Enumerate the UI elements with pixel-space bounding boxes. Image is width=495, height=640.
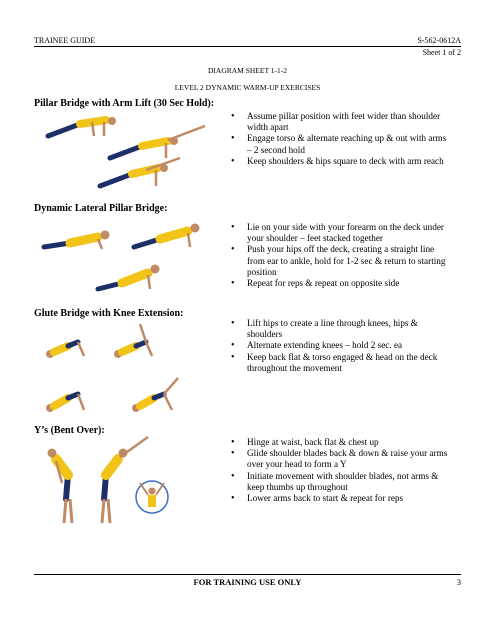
bullet: • Repeat for reps & repeat on opposite side <box>228 278 453 289</box>
page-number: 3 <box>456 577 461 587</box>
figure <box>48 449 73 524</box>
glute-bridge-illustration <box>44 320 194 420</box>
bullet: • Lift hips to create a line through knees, hips & shoulders <box>228 318 453 340</box>
figure <box>134 224 200 248</box>
figure <box>110 126 205 158</box>
figure <box>132 378 178 412</box>
exercise-title-ys-bent-over: Y’s (Bent Over): <box>34 425 105 436</box>
bullet: • Keep back flat & torso engaged & head on the deck throughout the movement <box>228 352 453 374</box>
bullet: • Engage torso & alternate reaching up & out with arms – 2 second hold <box>228 133 453 155</box>
bullet: • Lower arms back to start & repeat for reps <box>228 493 453 504</box>
diagram-sheet-label: DIAGRAM SHEET 1-1-2 <box>207 66 288 75</box>
exercise-title-glute-bridge: Glute Bridge with Knee Extension: <box>34 308 184 319</box>
ys-bent-over-illustration <box>48 435 183 530</box>
bullet: • Initiate movement with shoulder blades, not arms & keep thumbs up throughout <box>228 471 453 493</box>
header-sheet: Sheet 1 of 2 <box>422 48 461 57</box>
footer-label: FOR TRAINING USE ONLY <box>193 577 302 587</box>
exercise-title-pillar-bridge: Pillar Bridge with Arm Lift (30 Sec Hold): <box>34 98 215 109</box>
figure <box>114 324 152 358</box>
bullet: • Lie on your side with your forearm on the deck under your shoulder – feet stacked together <box>228 222 453 244</box>
pillar-bridge-illustration <box>40 108 220 193</box>
front-view-inset <box>136 481 168 513</box>
page-subtitle: LEVEL 2 DYNAMIC WARM-UP EXERCISES <box>174 83 321 92</box>
header-rule <box>34 46 461 47</box>
figure <box>100 158 180 186</box>
bullet: • Push your hips off the deck, creating a straight line from ear to ankle, hold for 1-2 sec & return to starting position <box>228 244 453 278</box>
figure <box>98 265 160 290</box>
header-left: TRAINEE GUIDE <box>34 36 96 45</box>
exercise-bullets-pillar-bridge <box>228 111 453 167</box>
figure <box>46 394 84 412</box>
figure <box>102 437 148 523</box>
header-doc-id: S-562-0612A <box>417 36 461 45</box>
exercise-bullets-lateral-pillar-bridge <box>228 222 453 289</box>
figure <box>46 342 84 358</box>
bullet: • Hinge at waist, back flat & chest up <box>228 437 453 448</box>
figure <box>48 117 116 136</box>
exercise-title-lateral-pillar-bridge: Dynamic Lateral Pillar Bridge: <box>34 203 168 214</box>
footer-rule <box>34 574 461 575</box>
lateral-pillar-bridge-illustration <box>40 215 220 295</box>
bullet: • Glide shoulder blades back & down & raise your arms over your head to form a Y <box>228 448 453 470</box>
bullet: • Alternate extending knees – hold 2 sec. ea <box>228 340 453 351</box>
bullet: • Keep shoulders & hips square to deck with arm reach <box>228 156 453 167</box>
bullet: • Assume pillar position with feet wider than shoulder width apart <box>228 111 453 133</box>
exercise-bullets-glute-bridge <box>228 318 453 374</box>
exercise-bullets-ys-bent-over <box>228 437 453 504</box>
figure <box>44 231 110 250</box>
